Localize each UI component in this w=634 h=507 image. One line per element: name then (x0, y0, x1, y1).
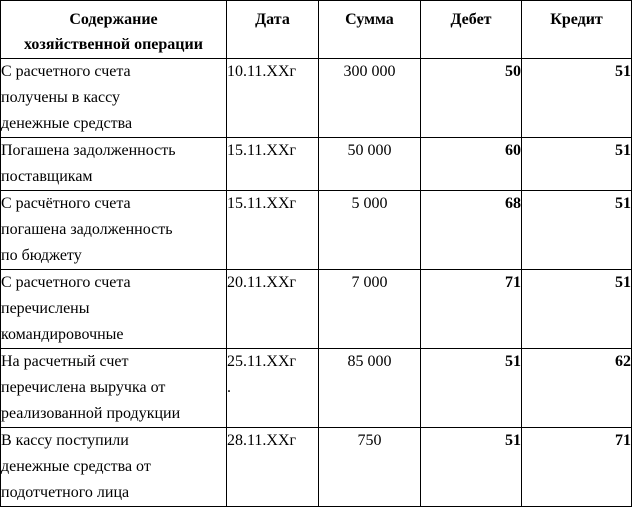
row-debit: 71 (421, 270, 522, 349)
row-amount: 300 000 (319, 59, 421, 138)
date-value: 25.11.XXг (227, 353, 297, 370)
row-date: 20.11.XXг (227, 270, 319, 349)
row-credit: 51 (522, 191, 632, 270)
description-line: поставщикам (1, 168, 93, 185)
description-line: В кассу поступили (1, 432, 129, 449)
row-amount: 85 000 (319, 349, 421, 428)
description-line: командировочные (1, 326, 124, 343)
header-date: Дата (227, 1, 319, 59)
description-line: погашена задолженность (1, 221, 173, 238)
date-trailing-dot: . (227, 379, 231, 396)
row-date: 15.11.XXг (227, 138, 319, 191)
row-date: 28.11.XXг (227, 428, 319, 507)
header-amount: Сумма (319, 1, 421, 59)
table-row (1, 138, 632, 191)
description-line: денежные средства (1, 115, 133, 132)
row-credit: 62 (522, 349, 632, 428)
description-line: получены в кассу (1, 89, 120, 106)
header-credit: Кредит (522, 1, 632, 59)
description-line: реализованной продукции (1, 405, 181, 422)
description-line: перечислена выручка от (1, 379, 166, 396)
description-line: С расчётного счета (1, 195, 131, 212)
row-description (1, 59, 227, 138)
table-row (1, 270, 632, 349)
row-debit: 68 (421, 191, 522, 270)
table-row (1, 349, 632, 428)
header-description-line1: Содержание (69, 11, 158, 28)
row-description (1, 191, 227, 270)
row-date: 10.11.XXг (227, 59, 319, 138)
row-credit: 51 (522, 138, 632, 191)
description-line: по бюджету (1, 247, 82, 264)
row-description (1, 270, 227, 349)
row-amount: 7 000 (319, 270, 421, 349)
description-line: Погашена задолженность (1, 142, 176, 159)
description-line: С расчетного счета (1, 274, 131, 291)
description-line: подотчетного лица (1, 484, 130, 501)
row-description (1, 138, 227, 191)
description-line: С расчетного счета (1, 63, 131, 80)
row-debit: 51 (421, 349, 522, 428)
row-date (227, 349, 319, 428)
description-line: денежные средства от (1, 458, 151, 475)
table-row (1, 59, 632, 138)
header-debit: Дебет (421, 1, 522, 59)
row-debit: 60 (421, 138, 522, 191)
row-credit: 51 (522, 270, 632, 349)
row-credit: 71 (522, 428, 632, 507)
row-date: 15.11.XXг (227, 191, 319, 270)
row-description (1, 349, 227, 428)
row-debit: 51 (421, 428, 522, 507)
table-header-row (1, 1, 632, 59)
table-row (1, 428, 632, 507)
row-amount: 750 (319, 428, 421, 507)
row-credit: 51 (522, 59, 632, 138)
table-row (1, 191, 632, 270)
header-description-line2: хозяйственной операции (24, 36, 203, 53)
row-debit: 50 (421, 59, 522, 138)
row-description (1, 428, 227, 507)
description-line: На расчетный счет (1, 353, 129, 370)
row-amount: 5 000 (319, 191, 421, 270)
row-amount: 50 000 (319, 138, 421, 191)
description-line: перечислены (1, 300, 90, 317)
header-description (1, 1, 227, 59)
